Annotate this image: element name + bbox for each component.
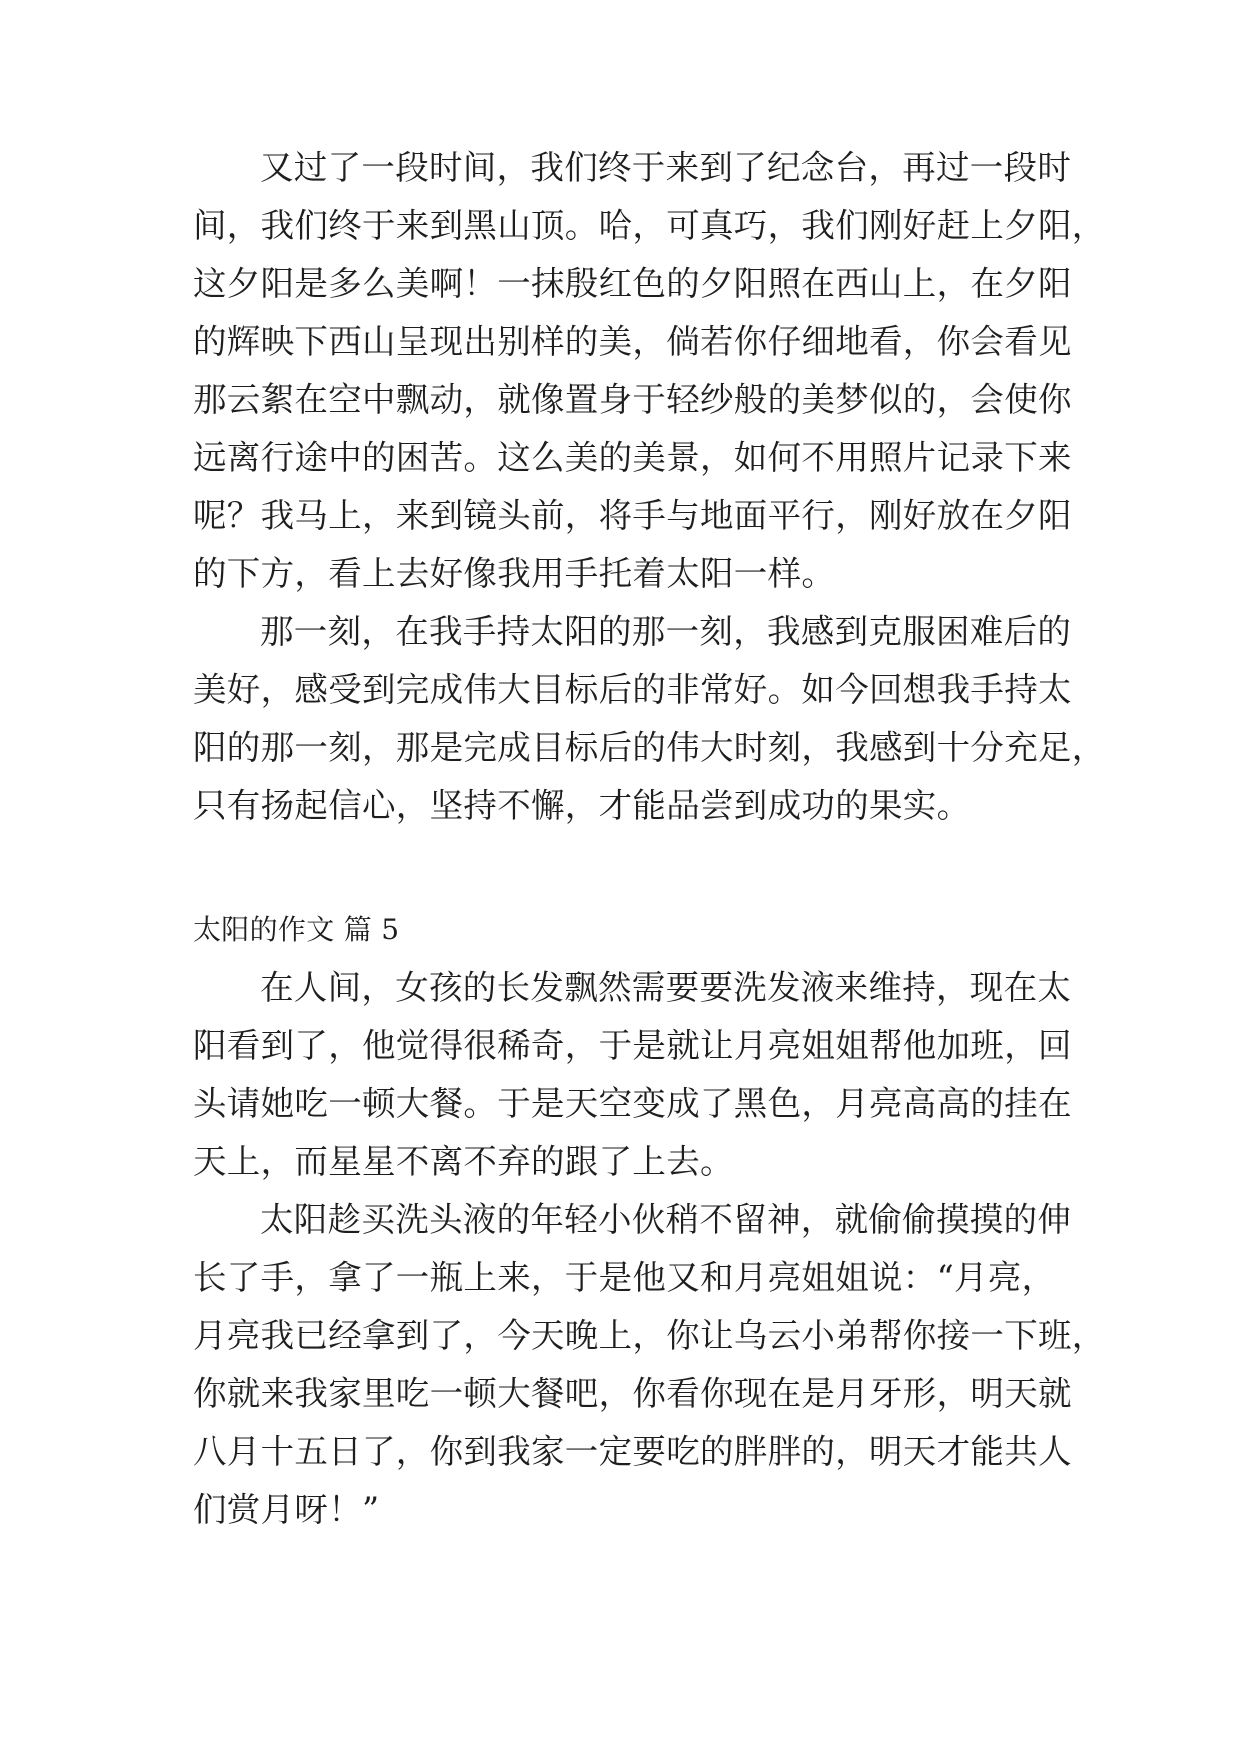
paragraph-line: 的下方，看上去好像我用手托着太阳一样。 — [193, 554, 836, 593]
paragraph-line: 你就来我家里吃一顿大餐吧，你看你现在是月牙形，明天就 — [193, 1374, 1072, 1413]
paragraph-line: 头请她吃一顿大餐。于是天空变成了黑色，月亮高高的挂在 — [193, 1084, 1072, 1123]
paragraph-line: 的辉映下西山呈现出别样的美，倘若你仔细地看，你会看见 — [193, 322, 1072, 361]
paragraph-line: 又过了一段时间，我们终于来到了纪念台，再过一段时 — [260, 148, 1072, 187]
paragraph-line: 这夕阳是多么美啊！一抹殷红色的夕阳照在西山上，在夕阳 — [193, 264, 1072, 303]
paragraph-line: 那云絮在空中飘动，就像置身于轻纱般的美梦似的，会使你 — [193, 380, 1072, 419]
paragraph-line: 远离行途中的困苦。这么美的美景，如何不用照片记录下来 — [193, 438, 1072, 477]
paragraph-line: 天上，而星星不离不弃的跟了上去。 — [193, 1142, 734, 1181]
paragraph-line: 太阳趁买洗头液的年轻小伙稍不留神，就偷偷摸摸的伸 — [260, 1200, 1072, 1239]
paragraph-line: 在人间，女孩的长发飘然需要要洗发液来维持，现在太 — [260, 968, 1072, 1007]
paragraph-line: 阳的那一刻，那是完成目标后的伟大时刻，我感到十分充足， — [193, 728, 1106, 767]
paragraph-line: 那一刻，在我手持太阳的那一刻，我感到克服困难后的 — [260, 612, 1072, 651]
paragraph-line: 们赏月呀！” — [193, 1490, 380, 1529]
paragraph-line: 长了手，拿了一瓶上来，于是他又和月亮姐姐说：“月亮， — [193, 1258, 1056, 1297]
paragraph-line: 美好，感受到完成伟大目标后的非常好。如今回想我手持太 — [193, 670, 1072, 709]
paragraph-line: 间，我们终于来到黑山顶。哈，可真巧，我们刚好赶上夕阳， — [193, 206, 1106, 245]
paragraph-line: 月亮我已经拿到了，今天晚上，你让乌云小弟帮你接一下班， — [193, 1316, 1106, 1355]
paragraph-line: 呢？我马上，来到镜头前，将手与地面平行，刚好放在夕阳 — [193, 496, 1072, 535]
paragraph-line: 阳看到了，他觉得很稀奇，于是就让月亮姐姐帮他加班，回 — [193, 1026, 1072, 1065]
paragraph-line: 八月十五日了，你到我家一定要吃的胖胖的，明天才能共人 — [193, 1432, 1072, 1471]
section-heading: 太阳的作文 篇 5 — [193, 913, 400, 946]
paragraph-line: 只有扬起信心，坚持不懈，才能品尝到成功的果实。 — [193, 786, 971, 825]
